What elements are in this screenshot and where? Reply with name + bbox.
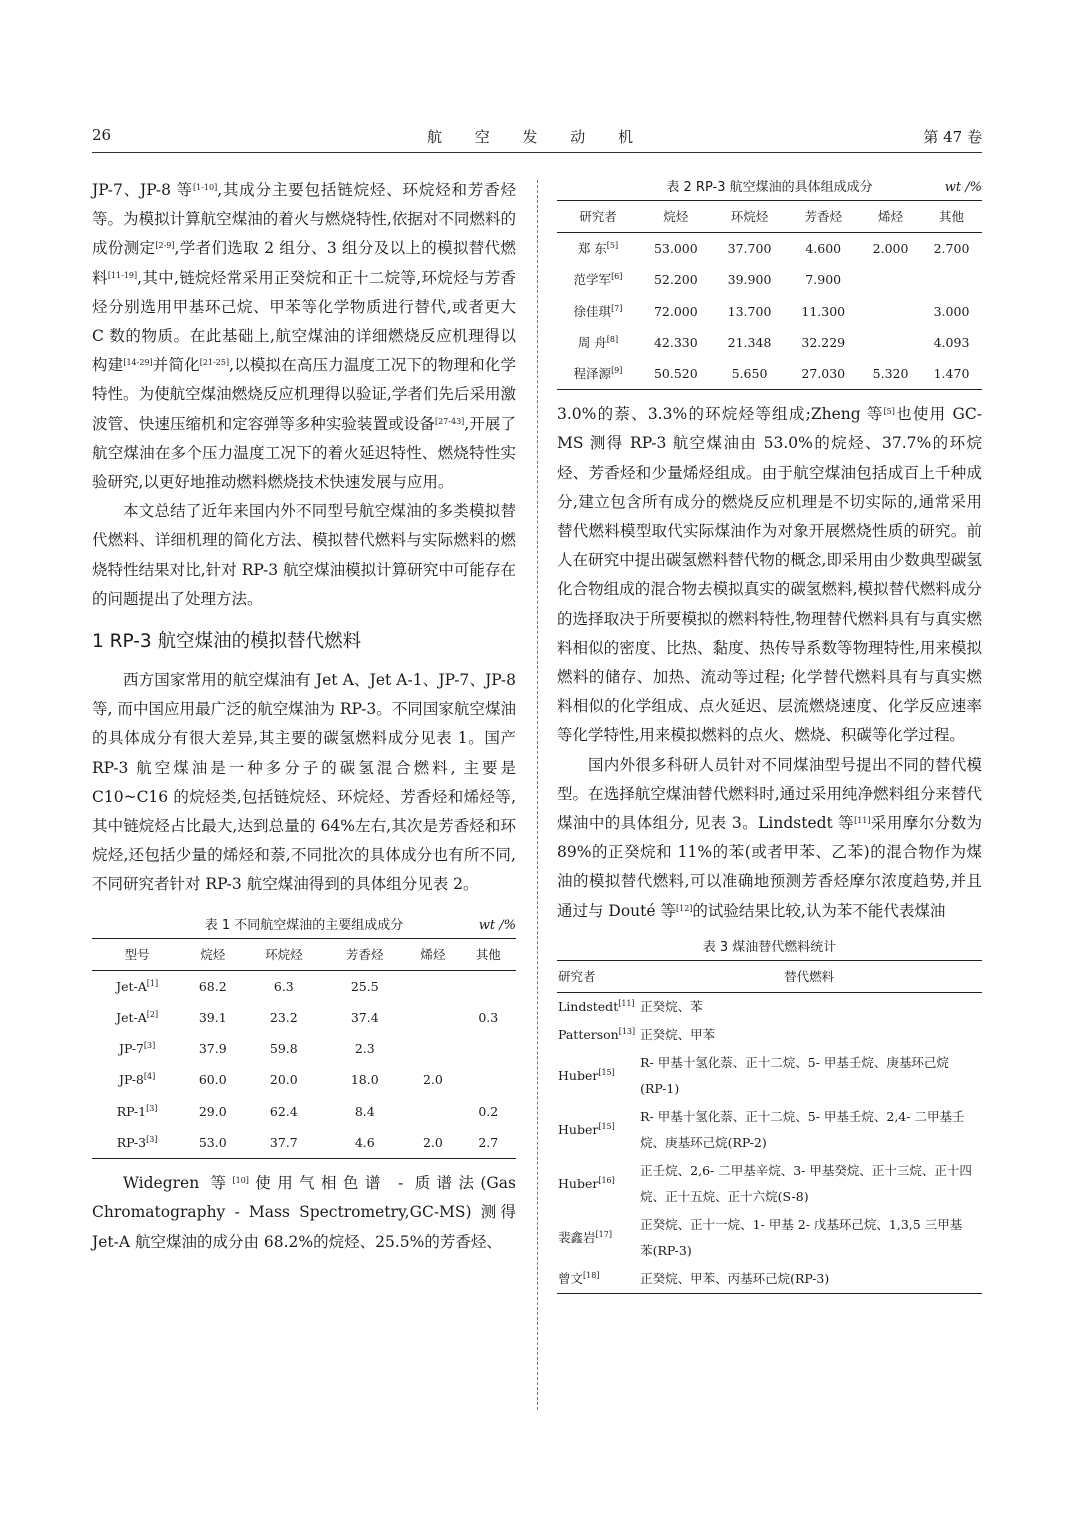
- row-label: JP-7[3]: [118, 1041, 156, 1057]
- table-cell: [921, 264, 982, 295]
- fuel-line: R- 甲基十氢化萘、正十二烷、5- 甲基壬烷、庚基环己烷: [640, 1055, 949, 1071]
- row-label: Jet-A[2]: [116, 1010, 159, 1026]
- table-cell: 0.3: [478, 1010, 499, 1026]
- substitute-fuel-cell: [636, 1049, 982, 1103]
- table-cell: 5.650: [713, 358, 787, 390]
- table-cell: 39.900: [727, 272, 772, 288]
- table-cell: 23.2: [269, 1010, 298, 1026]
- table-cell: 68.2: [198, 978, 227, 994]
- row-label: 郑 东[5]: [577, 241, 619, 257]
- table-header-cell: 烯烃: [405, 938, 460, 970]
- table-row: [557, 1157, 982, 1211]
- table-2-unit: wt /%: [944, 180, 982, 195]
- table-row: [92, 1033, 516, 1064]
- table-1: [92, 914, 516, 1159]
- substitute-fuel-cell: [636, 993, 982, 1022]
- table-cell: 50.520: [639, 358, 713, 390]
- fuel-line: 烷、正十五烷、正十六烷(S-8): [640, 1189, 809, 1205]
- table-cell: [461, 970, 516, 1002]
- table-cell: 5.320: [860, 358, 921, 390]
- table-cell: 13.700: [727, 303, 772, 319]
- column-divider: [537, 180, 538, 1410]
- table-cell: 37.7: [243, 1127, 324, 1159]
- row-label: 程泽源[9]: [557, 358, 639, 390]
- left-paragraph-4: Widegren 等[10]使用气相色谱 - 质谱法(Gas Chromatography - Mass Spectrometry,GC-MS) 测得 Jet-A 航空煤油的成分由 68.2%的烷烃、25.5%的芳香烃、: [92, 1174, 516, 1251]
- table-row: [92, 1096, 516, 1127]
- table-cell: [405, 1002, 460, 1033]
- table-row: [92, 1002, 516, 1033]
- row-label: Lindstedt[11]: [558, 999, 635, 1015]
- row-label: Huber[15]: [558, 1122, 615, 1138]
- substitute-fuel-cell: [636, 1021, 982, 1049]
- table-row: [557, 1049, 982, 1103]
- table-row: [557, 1021, 982, 1049]
- table-cell: [405, 1033, 460, 1064]
- table-cell: 39.1: [198, 1010, 227, 1026]
- substitute-fuel-cell: [636, 1211, 982, 1265]
- table-cell: 4.6: [324, 1127, 405, 1159]
- table-row: [557, 264, 982, 295]
- table-cell: 29.0: [198, 1103, 227, 1119]
- row-label: 徐佳琪[7]: [573, 303, 623, 319]
- table-cell: 20.0: [269, 1072, 298, 1088]
- table-cell: 25.5: [350, 978, 379, 994]
- table-1-caption: 表 1 不同航空煤油的主要组成成分 wt /%: [92, 914, 516, 938]
- table-cell: [860, 327, 921, 358]
- row-label: Huber[16]: [558, 1176, 615, 1192]
- table-cell: 4.093: [933, 334, 970, 350]
- table-3: [557, 936, 982, 1294]
- row-label: 裴鑫岩[17]: [558, 1230, 612, 1246]
- table-cell: 53.000: [653, 241, 698, 257]
- left-paragraph-2: 本文总结了近年来国内外不同型号航空煤油的多类模拟替代燃料、详细机理的简化方法、模拟替代燃料与实际燃料的燃烧特性结果对比,针对 RP-3 航空煤油模拟计算研究中可能存在的问题提出了处理方法。: [92, 502, 516, 608]
- page-number: 26: [92, 126, 112, 144]
- substitute-fuel-cell: [636, 1265, 982, 1294]
- table-row: [557, 1211, 982, 1265]
- table-2-grid: [557, 200, 982, 390]
- table-row: [92, 1127, 516, 1159]
- substitute-fuel-cell: [636, 1103, 982, 1157]
- table-row: [557, 1103, 982, 1157]
- fuel-line: 苯(RP-3): [640, 1243, 692, 1259]
- table-cell: 8.4: [354, 1103, 375, 1119]
- journal-title: 航 空 发 动 机: [426, 128, 648, 146]
- table-cell: 62.4: [269, 1103, 298, 1119]
- table-cell: 37.4: [350, 1010, 379, 1026]
- table-header-cell: 环烷烃: [243, 938, 324, 970]
- table-cell: 7.900: [805, 272, 842, 288]
- fuel-line: 正癸烷、苯: [640, 999, 703, 1015]
- table-cell: 32.229: [801, 334, 846, 350]
- row-label: 曾文[18]: [557, 1265, 636, 1294]
- table-1-unit: wt /%: [478, 917, 516, 933]
- table-cell: 2.700: [933, 241, 970, 257]
- table-header-cell: 其他: [461, 938, 516, 970]
- table-cell: 37.700: [727, 241, 772, 257]
- row-label: 范学军[6]: [573, 272, 623, 288]
- right-column: [557, 176, 982, 1294]
- row-label: 周 舟[8]: [577, 334, 619, 350]
- table-row: [557, 358, 982, 390]
- table-3-caption: 表 3 煤油替代燃料统计: [702, 939, 837, 955]
- table-cell: 2.7: [461, 1127, 516, 1159]
- fuel-line: 正癸烷、正十一烷、1- 甲基 2- 戊基环己烷、1,3,5 三甲基: [640, 1217, 963, 1233]
- row-label: Jet-A[1]: [116, 978, 159, 994]
- row-label: JP-8[4]: [118, 1072, 156, 1088]
- header-rule: [92, 152, 982, 153]
- table-header-cell: 芳香烃: [786, 201, 860, 233]
- table-cell: 0.2: [478, 1103, 499, 1119]
- table-cell: [860, 264, 921, 295]
- table-cell: 1.470: [921, 358, 982, 390]
- table-header-cell: 烷烃: [182, 938, 243, 970]
- fuel-line: 正壬烷、2,6- 二甲基辛烷、3- 甲基癸烷、正十三烷、正十四: [640, 1163, 972, 1179]
- table-row: [92, 970, 516, 1002]
- table-cell: [461, 1033, 516, 1064]
- substitute-fuel-cell: [636, 1157, 982, 1211]
- table-2: [557, 176, 982, 390]
- table-cell: [461, 1064, 516, 1095]
- table-cell: [405, 1096, 460, 1127]
- table-cell: 2.0: [405, 1127, 460, 1159]
- table-header-cell: 芳香烃: [324, 938, 405, 970]
- table-cell: 42.330: [653, 334, 698, 350]
- volume-label: 第 47 卷: [923, 128, 982, 146]
- table-cell: 3.000: [933, 303, 970, 319]
- table-cell: 11.300: [801, 303, 846, 319]
- fuel-line: (RP-1): [640, 1081, 680, 1097]
- table-cell: [405, 970, 460, 1002]
- fuel-line: 正癸烷、甲苯: [640, 1027, 716, 1043]
- fuel-line: 烷、庚基环己烷(RP-2): [640, 1135, 767, 1151]
- table-row: [557, 993, 982, 1022]
- table-row: [557, 296, 982, 327]
- table-cell: 21.348: [727, 334, 772, 350]
- table-3-grid: [557, 960, 982, 1294]
- table-cell: 2.000: [872, 241, 909, 257]
- table-header-cell: 替代燃料: [636, 960, 982, 992]
- table-cell: 6.3: [273, 978, 294, 994]
- table-row: [557, 327, 982, 358]
- table-cell: 53.0: [182, 1127, 243, 1159]
- table-1-grid: [92, 938, 516, 1159]
- left-column: [92, 176, 516, 1257]
- table-row: [92, 1064, 516, 1095]
- row-label: RP-3[3]: [92, 1127, 182, 1159]
- table-cell: 59.8: [269, 1041, 298, 1057]
- table-header-cell: 烷烃: [639, 201, 713, 233]
- table-cell: 18.0: [350, 1072, 379, 1088]
- table-cell: [860, 296, 921, 327]
- row-label: Huber[15]: [558, 1068, 615, 1084]
- table-cell: 4.600: [805, 241, 842, 257]
- fuel-line: R- 甲基十氢化萘、正十二烷、5- 甲基壬烷、2,4- 二甲基壬: [640, 1109, 965, 1125]
- left-paragraph-3: 西方国家常用的航空煤油有 Jet A、Jet A-1、JP-7、JP-8 等, 而中国应用最广泛的航空煤油为 RP-3。不同国家航空煤油的具体成分有很大差异,其主要的碳氢燃料成分见表 1。国产 RP-3 航空煤油是一种多分子的碳氢混合燃料, 主要是 C10~C16 的烷烃类,包括链烷烃、环烷烃、芳香烃和烯烃等,其中链烷烃占比最大,达到总量的 64%左右,其次是芳香烃和环烷烃,还包括少量的烯烃和萘,不同批次的具体成分也有所不同,不同研究者针对 RP-3 航空煤油得到的具体组分见表 2。: [92, 671, 516, 894]
- table-cell: 72.000: [653, 303, 698, 319]
- table-cell: 27.030: [786, 358, 860, 390]
- table-header-cell: 烯烃: [860, 201, 921, 233]
- right-paragraph-1: 3.0%的萘、3.3%的环烷烃等组成;Zheng 等[5]也使用 GC-MS 测得 RP-3 航空煤油由 53.0%的烷烃、37.7%的环烷烃、芳香烃和少量烯烃组成。由于航空煤油包括成百上千种成分,建立包含所有成分的燃烧反应机理是不切实际的,通常采用替代燃料模型取代实际煤油作为对象开展燃烧性质的研究。前人在研究中提出碳氢燃料替代物的概念,即采用由少数典型碳氢化合物组成的混合物去模拟真实的碳氢燃料,模拟替代燃料成分的选择取决于所要模拟的燃料特性,物理替代燃料具有与真实燃料相似的密度、比热、黏度、热传导系数等物理特性,用来模拟燃料的储存、加热、流动等过程; 化学替代燃料具有与真实燃料相似的化学组成、点火延迟、层流燃烧速度、化学反应速率等化学特性,用来模拟燃料的点火、燃烧、积碳等化学过程。: [557, 405, 982, 745]
- table-header-cell: 研究者: [557, 960, 636, 992]
- table-header-cell: 研究者: [557, 201, 639, 233]
- table-cell: 37.9: [198, 1041, 227, 1057]
- table-header-cell: 环烷烃: [713, 201, 787, 233]
- fuel-line: 正癸烷、甲苯、丙基环己烷(RP-3): [640, 1271, 830, 1287]
- table-row: [557, 1265, 982, 1294]
- table-header-cell: 型号: [92, 938, 182, 970]
- row-label: Patterson[13]: [558, 1027, 636, 1043]
- table-cell: 60.0: [198, 1072, 227, 1088]
- table-cell: 2.3: [354, 1041, 375, 1057]
- row-label: RP-1[3]: [116, 1103, 158, 1119]
- page-header: [92, 126, 982, 150]
- table-2-caption: 表 2 RP-3 航空煤油的具体组成成分 wt /%: [557, 176, 982, 200]
- right-paragraph-2: 国内外很多科研人员针对不同煤油型号提出不同的替代模型。在选择航空煤油替代燃料时,通过采用纯净燃料组分来替代煤油中的具体组分, 见表 3。Lindstedt 等[11]采用摩尔分数为 89%的正癸烷和 11%的苯(或者甲苯、乙苯)的混合物作为煤油的模拟替代燃料,可以准确地预测芳香烃摩尔浓度趋势,并且通过与 Douté 等[12]的试验结果比较,认为苯不能代表煤油: [557, 755, 982, 920]
- table-header-cell: 其他: [921, 201, 982, 233]
- table-cell: 52.200: [653, 272, 698, 288]
- table-cell: 2.0: [422, 1072, 443, 1088]
- left-paragraph-1: JP-7、JP-8 等[1-10],其成分主要包括链烷烃、环烷烃和芳香烃等。为模拟计算航空煤油的着火与燃烧特性,依据对不同燃料的成份测定[2-9],学者们选取 2 组分、3 组分及以上的模拟替代燃料[11-19],其中,链烷烃常采用正癸烷和正十二烷等,环烷烃与芳香烃分别选用甲基环己烷、甲苯等化学物质进行替代,或者更大 C 数的物质。在此基础上,航空煤油的详细燃烧反应机理得以构建[14-29]并简化[21-25],以模拟在高压力温度工况下的物理和化学特性。为使航空煤油燃烧反应机理得以验证,学者们先后采用激波管、快速压缩机和定容弹等多种实验装置或设备[27-43],开展了航空煤油在多个压力温度工况下的着火延迟特性、燃烧特性实验研究,以更好地推动燃料燃烧技术快速发展与应用。: [92, 181, 516, 492]
- section-heading: 1 RP-3 航空煤油的模拟替代燃料: [92, 631, 362, 653]
- table-row: [557, 233, 982, 265]
